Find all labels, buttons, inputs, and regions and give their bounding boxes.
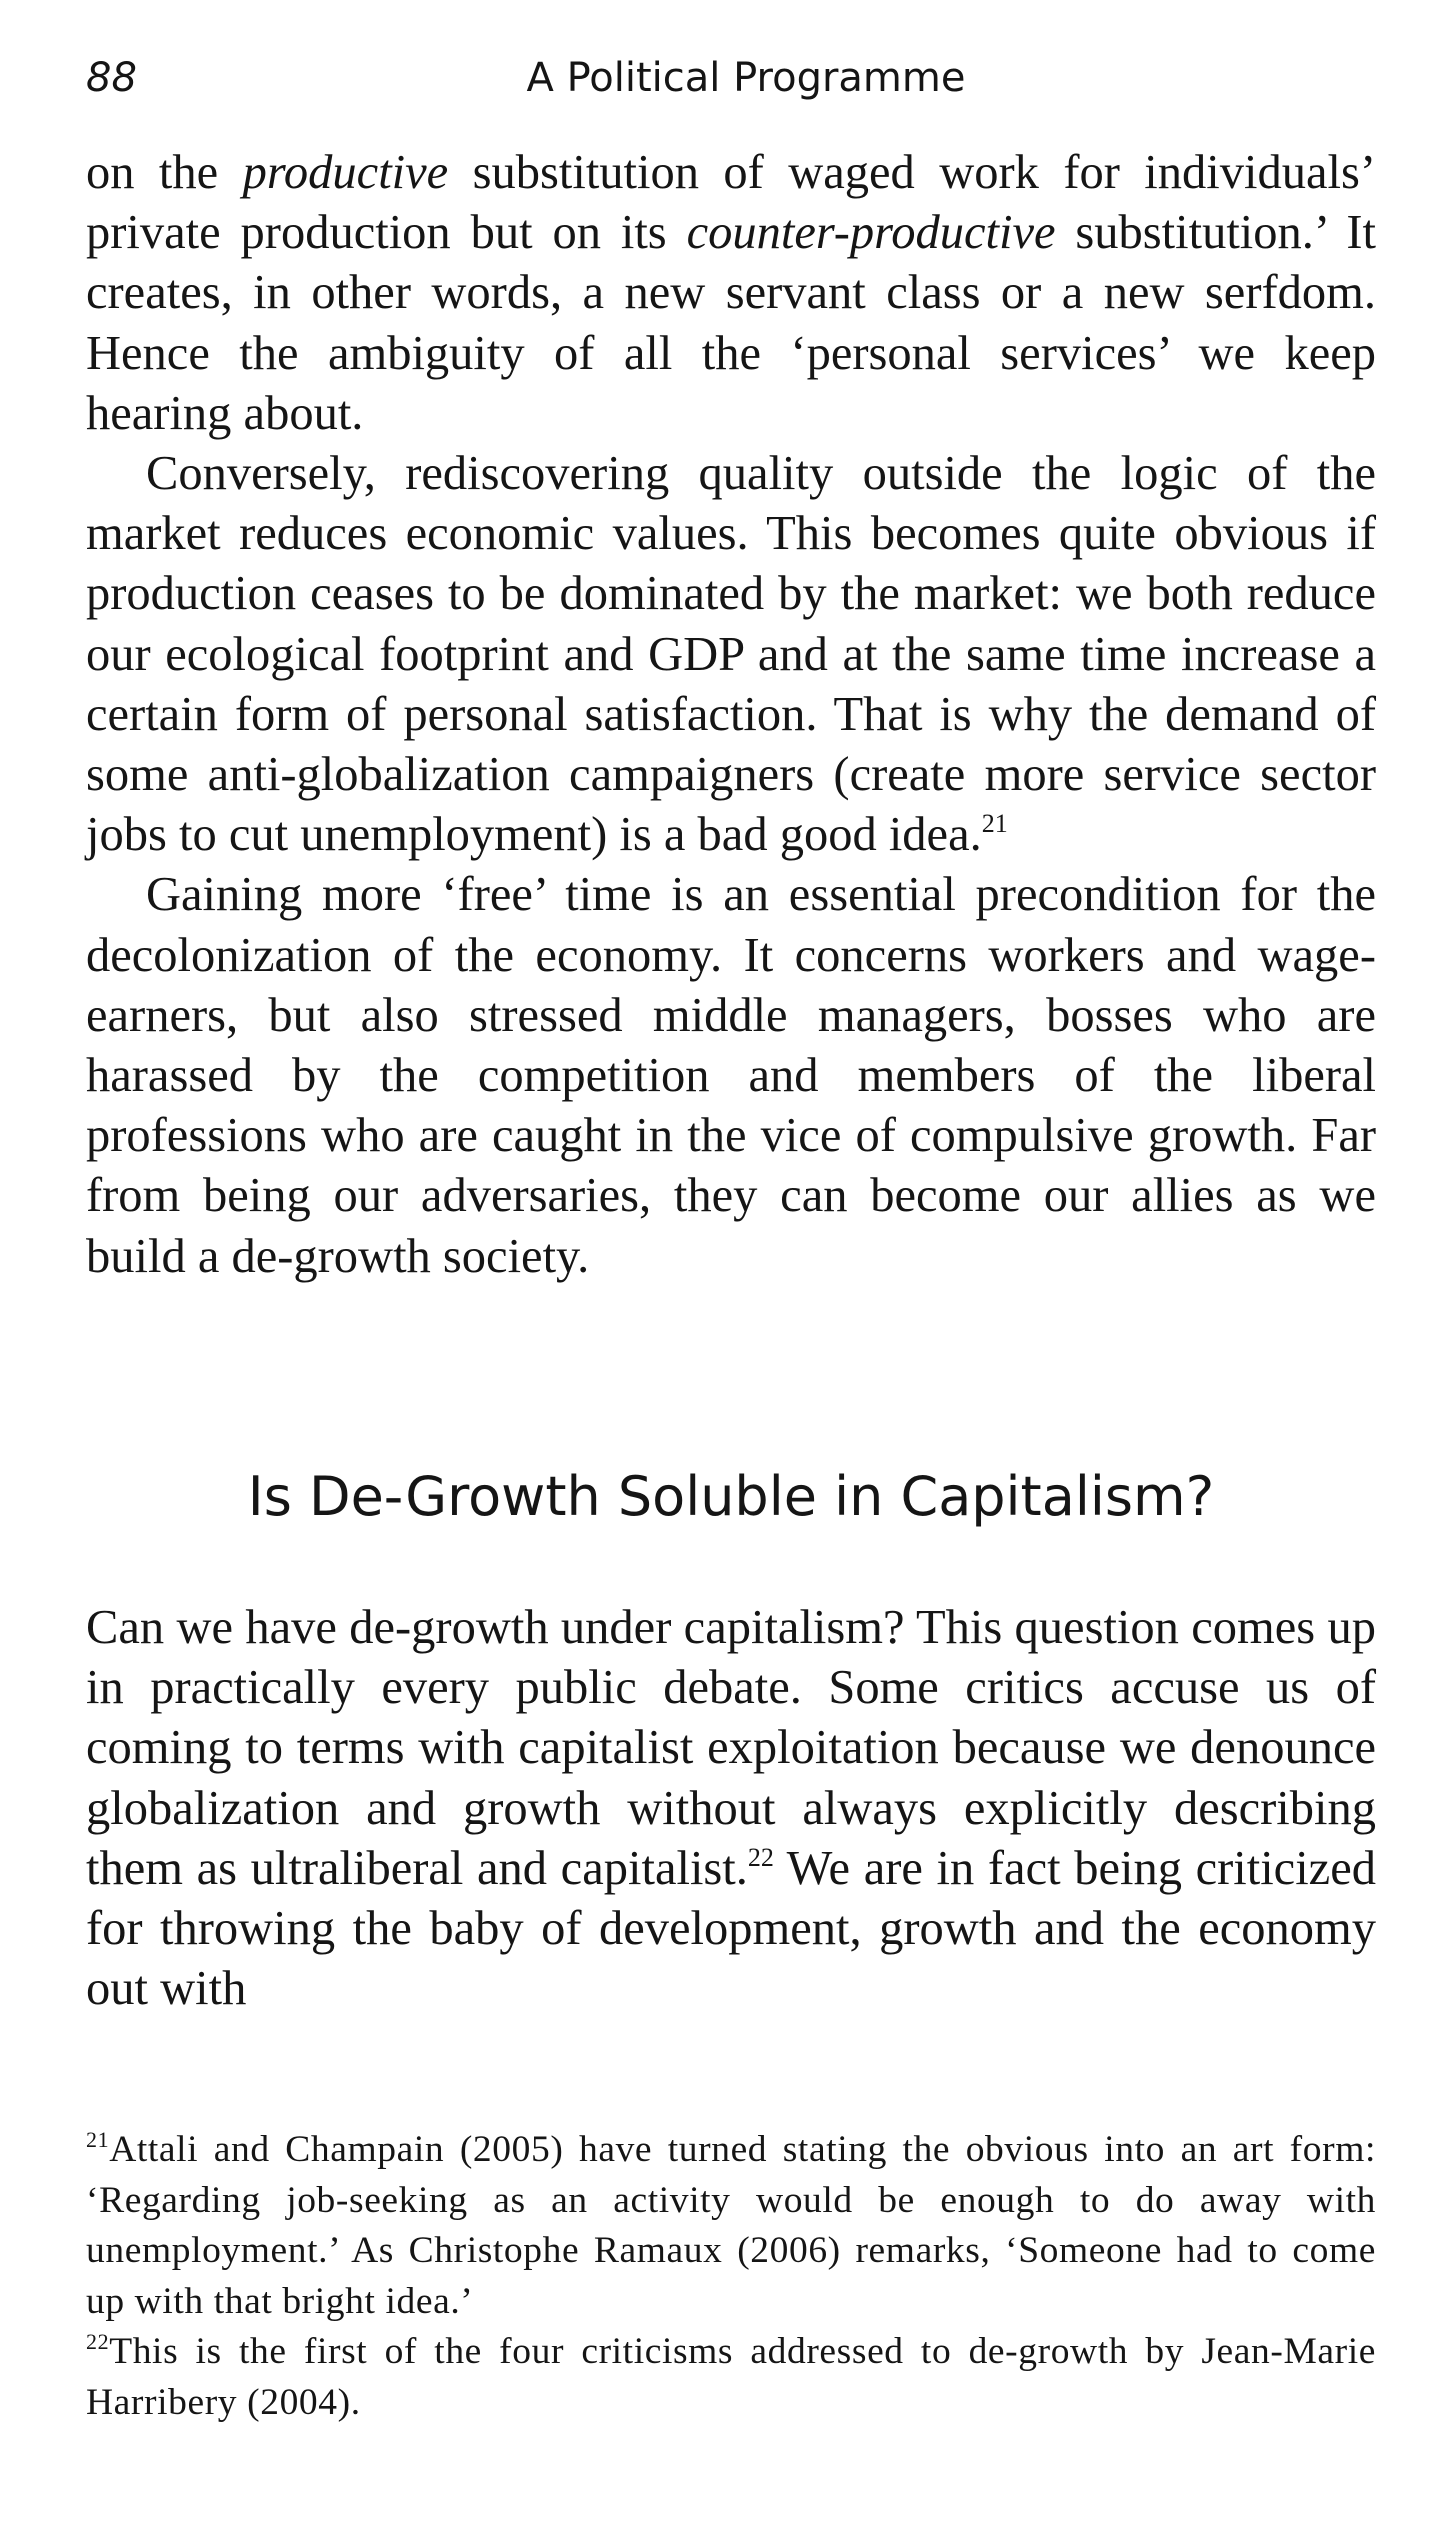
footnote-marker: 22: [747, 1842, 774, 1872]
footnotes: [86, 2125, 1376, 2428]
text-run: substitution.’ It creates, in other words, a new servant class or a new serfdom. Hence the ambiguity of all the ‘personal services’ we keep hearing about.: [86, 206, 1376, 440]
text-run: Can we have de-growth under capitalism? This question comes up in practically every public debate. Some critics accuse us of coming to terms with capitalist exploitation because we denounce globalization and growth without always explicitly describing them as ultraliberal and capitalist.: [86, 1601, 1376, 1895]
body-text-bottom: [86, 1598, 1376, 2019]
text-run: Gaining more ‘free’ time is an essential precondition for the decolonization of the economy. It concerns workers and wage-earners, but also stressed middle managers, bosses who are harassed by the competition and members of the liberal professions who are caught in the vice of compulsive growth. Far from being our adversaries, they can become our allies as we build a de-growth society.: [86, 868, 1376, 1283]
footnote-marker: 21: [981, 809, 1008, 839]
text-run: Attali and Champain (2005) have turned stating the obvious into an art form: ‘Regarding job-seeking as an activity would be enough to do away with unemployment.’ As Christophe Ramaux (2006) remarks, ‘Someone had to come up with that bright idea.’: [86, 2129, 1376, 2322]
text-run: on the: [86, 146, 243, 199]
body-paragraph: [86, 865, 1376, 1286]
text-run: This is the first of the four criticisms addressed to de-growth by Jean-Marie Harribery (2004).: [86, 2331, 1376, 2423]
body-text-top: [86, 143, 1376, 1287]
footnote-marker: 22: [86, 2329, 110, 2354]
body-paragraph: [86, 1598, 1376, 2019]
footnote: [86, 2327, 1376, 2428]
italic-text: productive: [242, 146, 449, 199]
text-run: We are in fact being criticized for throwing the baby of development, growth and the economy out with: [86, 1841, 1376, 2016]
page-number: 88: [86, 55, 137, 101]
body-paragraph: [86, 143, 1376, 444]
running-title: A Political Programme: [526, 55, 966, 101]
running-head: [86, 48, 1376, 108]
body-paragraph: [86, 444, 1376, 865]
footnote-marker: 21: [86, 2127, 110, 2152]
text-run: Conversely, rediscovering quality outside the logic of the market reduces economic values. This becomes quite obvious if production ceases to be dominated by the market: we both reduce our ecological footprint and GDP and at the same time increase a certain form of personal satisfaction. That is why the demand of some anti-globalization campaigners (create more service sector jobs to cut unemployment) is a bad good idea.: [86, 447, 1376, 862]
text-run: substitution of waged work for individuals’ private production but on its: [86, 146, 1376, 260]
italic-text: counter-productive: [686, 206, 1056, 260]
section-heading: Is De-Growth Soluble in Capitalism?: [247, 1465, 1215, 1528]
footnote: [86, 2125, 1376, 2327]
